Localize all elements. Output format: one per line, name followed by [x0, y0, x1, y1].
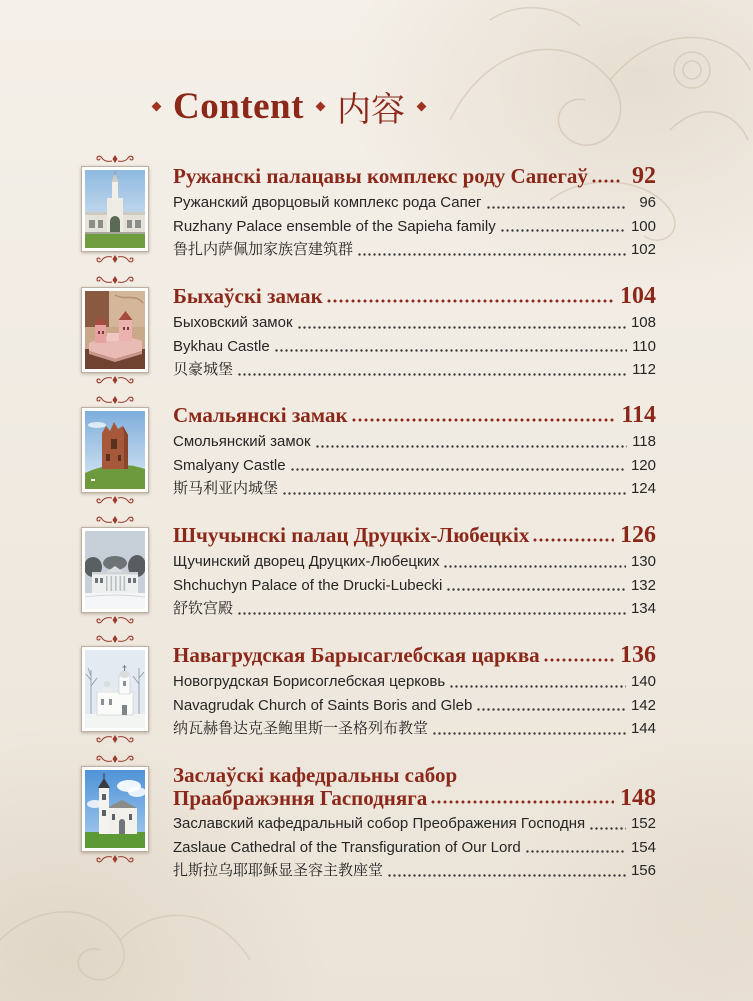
toc-line-label: Быховский замок	[173, 314, 293, 331]
photo-frame	[81, 527, 149, 613]
toc-line-page-number: 120	[630, 456, 656, 474]
toc-line-page-number: 142	[630, 696, 656, 714]
dot-leader	[433, 732, 626, 735]
dot-leader	[450, 685, 626, 688]
toc-line-chinese	[173, 358, 656, 382]
smalyany-castle-photo	[85, 411, 145, 489]
heading-english: Content	[173, 85, 304, 127]
dot-leader	[501, 229, 626, 232]
toc-line-chinese	[173, 238, 656, 262]
dot-leader	[358, 253, 626, 256]
flourish-ornament-icon	[95, 154, 135, 164]
dot-leader	[477, 708, 626, 711]
toc-line-label: Щучинский дворец Друцких-Любецких	[173, 553, 440, 570]
flourish-ornament-icon	[95, 634, 135, 644]
toc-line-english	[173, 574, 656, 598]
dot-leader	[238, 612, 626, 615]
flourish-ornament-icon	[95, 495, 135, 505]
thumbnail-bykhau	[81, 275, 149, 385]
chapter-title: Навагрудская Барысаглебская царква	[173, 643, 540, 667]
chapter-page-number: 136	[620, 642, 656, 668]
shchuchyn-palace-photo	[85, 531, 145, 609]
toc-line-label: 斯马利亚内城堡	[173, 480, 279, 497]
toc-line-label: Смольянский замок	[173, 433, 311, 450]
toc-line-chinese	[173, 477, 656, 501]
toc-line-page-number: 134	[630, 600, 656, 617]
chapter-title-row	[173, 163, 656, 189]
toc-line-page-number: 144	[630, 720, 656, 737]
dot-leader	[327, 299, 614, 303]
flourish-ornament-icon	[95, 754, 135, 764]
chapter-title: Шчучынскі палац Друцкіх-Любецкіх	[173, 523, 530, 547]
dot-leader	[388, 874, 626, 877]
toc-line-russian	[173, 550, 656, 574]
toc-line-label: 鲁扎内萨佩加家族宫建筑群	[173, 241, 354, 258]
thumbnail-navagrudak	[81, 634, 149, 744]
toc-line-label: Navagrudak Church of Saints Boris and Gleb	[173, 696, 473, 714]
toc-line-label: Smalyany Castle	[173, 456, 286, 474]
toc-line-page-number: 140	[630, 673, 656, 690]
chapter-page-number: 148	[620, 785, 656, 811]
diamond-icon	[417, 101, 427, 111]
flourish-ornament-icon	[95, 275, 135, 285]
toc-line-page-number: 130	[630, 553, 656, 570]
chapter-title: Праабражэння Гасподняга	[173, 786, 428, 810]
dot-leader	[352, 418, 616, 422]
toc-line-russian	[173, 191, 656, 215]
flourish-ornament-icon	[95, 375, 135, 385]
photo-frame	[81, 646, 149, 732]
chapter-title-row	[173, 787, 656, 810]
chapter-title-first-line: Заслаўскі кафедральны сабор	[173, 763, 458, 787]
toc-entry-shchuchyn	[173, 522, 656, 621]
dot-leader	[533, 538, 614, 542]
chapter-title: Ружанскі палацавы комплекс роду Сапегаў	[173, 164, 588, 188]
flourish-ornament-icon	[95, 515, 135, 525]
toc-line-page-number: 156	[630, 862, 656, 879]
diamond-icon	[316, 101, 326, 111]
chapter-page-number: 126	[620, 522, 656, 548]
toc-entry-bykhau	[173, 283, 656, 382]
dot-leader	[592, 179, 622, 183]
heading-chinese: 内容	[336, 91, 405, 129]
toc-line-page-number: 152	[630, 815, 656, 832]
bykhau-castle-model-photo	[85, 291, 145, 369]
toc-line-russian	[173, 670, 656, 694]
toc-line-page-number: 100	[630, 217, 656, 235]
dot-leader	[590, 827, 626, 830]
photo-frame	[81, 766, 149, 852]
chapter-title-row	[173, 283, 656, 309]
toc-line-page-number: 108	[630, 314, 656, 331]
toc-line-english	[173, 335, 656, 359]
toc-line-page-number: 154	[630, 838, 656, 856]
zaslaue-cathedral-photo	[85, 770, 145, 848]
toc-line-label: Новогрудская Борисоглебская церковь	[173, 673, 446, 690]
toc-entry-navagrudak	[173, 642, 656, 741]
toc-line-english	[173, 694, 656, 718]
dot-leader	[316, 445, 627, 448]
toc-line-russian	[173, 812, 656, 836]
dot-leader	[487, 206, 627, 209]
dot-leader	[444, 565, 626, 568]
toc-line-page-number: 110	[632, 337, 656, 355]
toc-line-chinese	[173, 597, 656, 621]
photo-frame	[81, 166, 149, 252]
toc-line-russian	[173, 430, 656, 454]
dot-leader	[283, 492, 626, 495]
photo-frame	[81, 407, 149, 493]
thumbnail-smalyany	[81, 395, 149, 505]
toc-entry-ruzhany	[173, 163, 656, 262]
toc-line-page-number: 124	[630, 480, 656, 497]
thumbnail-ruzhany	[81, 154, 149, 264]
chapter-page-number: 104	[620, 283, 656, 309]
toc-line-page-number: 132	[630, 576, 656, 594]
flourish-ornament-icon	[95, 395, 135, 405]
toc-line-label: Ruzhany Palace ensemble of the Sapieha family	[173, 217, 496, 235]
chapter-title: Быхаўскі замак	[173, 284, 323, 308]
flourish-ornament-icon	[95, 254, 135, 264]
chapter-page-number: 92	[632, 163, 656, 189]
diamond-icon	[152, 101, 162, 111]
dot-leader	[298, 326, 626, 329]
dot-leader	[526, 850, 626, 853]
toc-line-label: Zaslaue Cathedral of the Transfiguration of Our Lord	[173, 838, 521, 856]
toc-heading	[140, 82, 438, 130]
toc-line-page-number: 102	[630, 241, 656, 258]
ruzhany-palace-photo	[85, 170, 145, 248]
thumbnail-zaslaue	[81, 754, 149, 864]
toc-line-label: 纳瓦赫鲁达克圣鲍里斯一圣格列布教堂	[173, 720, 429, 737]
chapter-page-number: 114	[621, 402, 656, 428]
toc-entry-zaslaue	[173, 763, 656, 883]
chapter-title-row	[173, 402, 656, 428]
flourish-ornament-icon	[95, 615, 135, 625]
toc-line-label: Shchuchyn Palace of the Drucki-Lubecki	[173, 576, 443, 594]
chapter-title: Смальянскі замак	[173, 403, 348, 427]
chapter-title-row	[173, 642, 656, 668]
background-ornament-bottom	[0, 880, 260, 1001]
flourish-ornament-icon	[95, 854, 135, 864]
toc-line-label: Bykhau Castle	[173, 337, 270, 355]
toc-line-page-number: 112	[632, 361, 656, 378]
dot-leader	[544, 658, 614, 662]
flourish-ornament-icon	[95, 734, 135, 744]
dot-leader	[431, 800, 614, 804]
photo-frame	[81, 287, 149, 373]
toc-line-label: 贝豪城堡	[173, 361, 234, 378]
toc-line-page-number: 96	[639, 194, 656, 211]
toc-entry-smalyany	[173, 402, 656, 501]
toc-line-russian	[173, 311, 656, 335]
toc-line-label: 扎斯拉乌耶耶稣显圣容主教座堂	[173, 862, 384, 879]
toc-line-label: Ружанский дворцовый комплекс рода Сапег	[173, 194, 482, 211]
toc-line-page-number: 118	[632, 433, 656, 450]
dot-leader	[447, 588, 626, 591]
toc-line-label: 舒钦宫殿	[173, 600, 234, 617]
chapter-title-row	[173, 522, 656, 548]
toc-line-english	[173, 454, 656, 478]
dot-leader	[238, 373, 627, 376]
toc-line-chinese	[173, 859, 656, 883]
toc-line-english	[173, 836, 656, 860]
toc-line-label: Заславский кафедральный собор Преображения Господня	[173, 815, 586, 832]
toc-line-english	[173, 215, 656, 239]
toc-line-chinese	[173, 717, 656, 741]
thumbnail-shchuchyn	[81, 515, 149, 625]
navagrudak-church-photo	[85, 650, 145, 728]
dot-leader	[291, 468, 626, 471]
dot-leader	[275, 349, 627, 352]
